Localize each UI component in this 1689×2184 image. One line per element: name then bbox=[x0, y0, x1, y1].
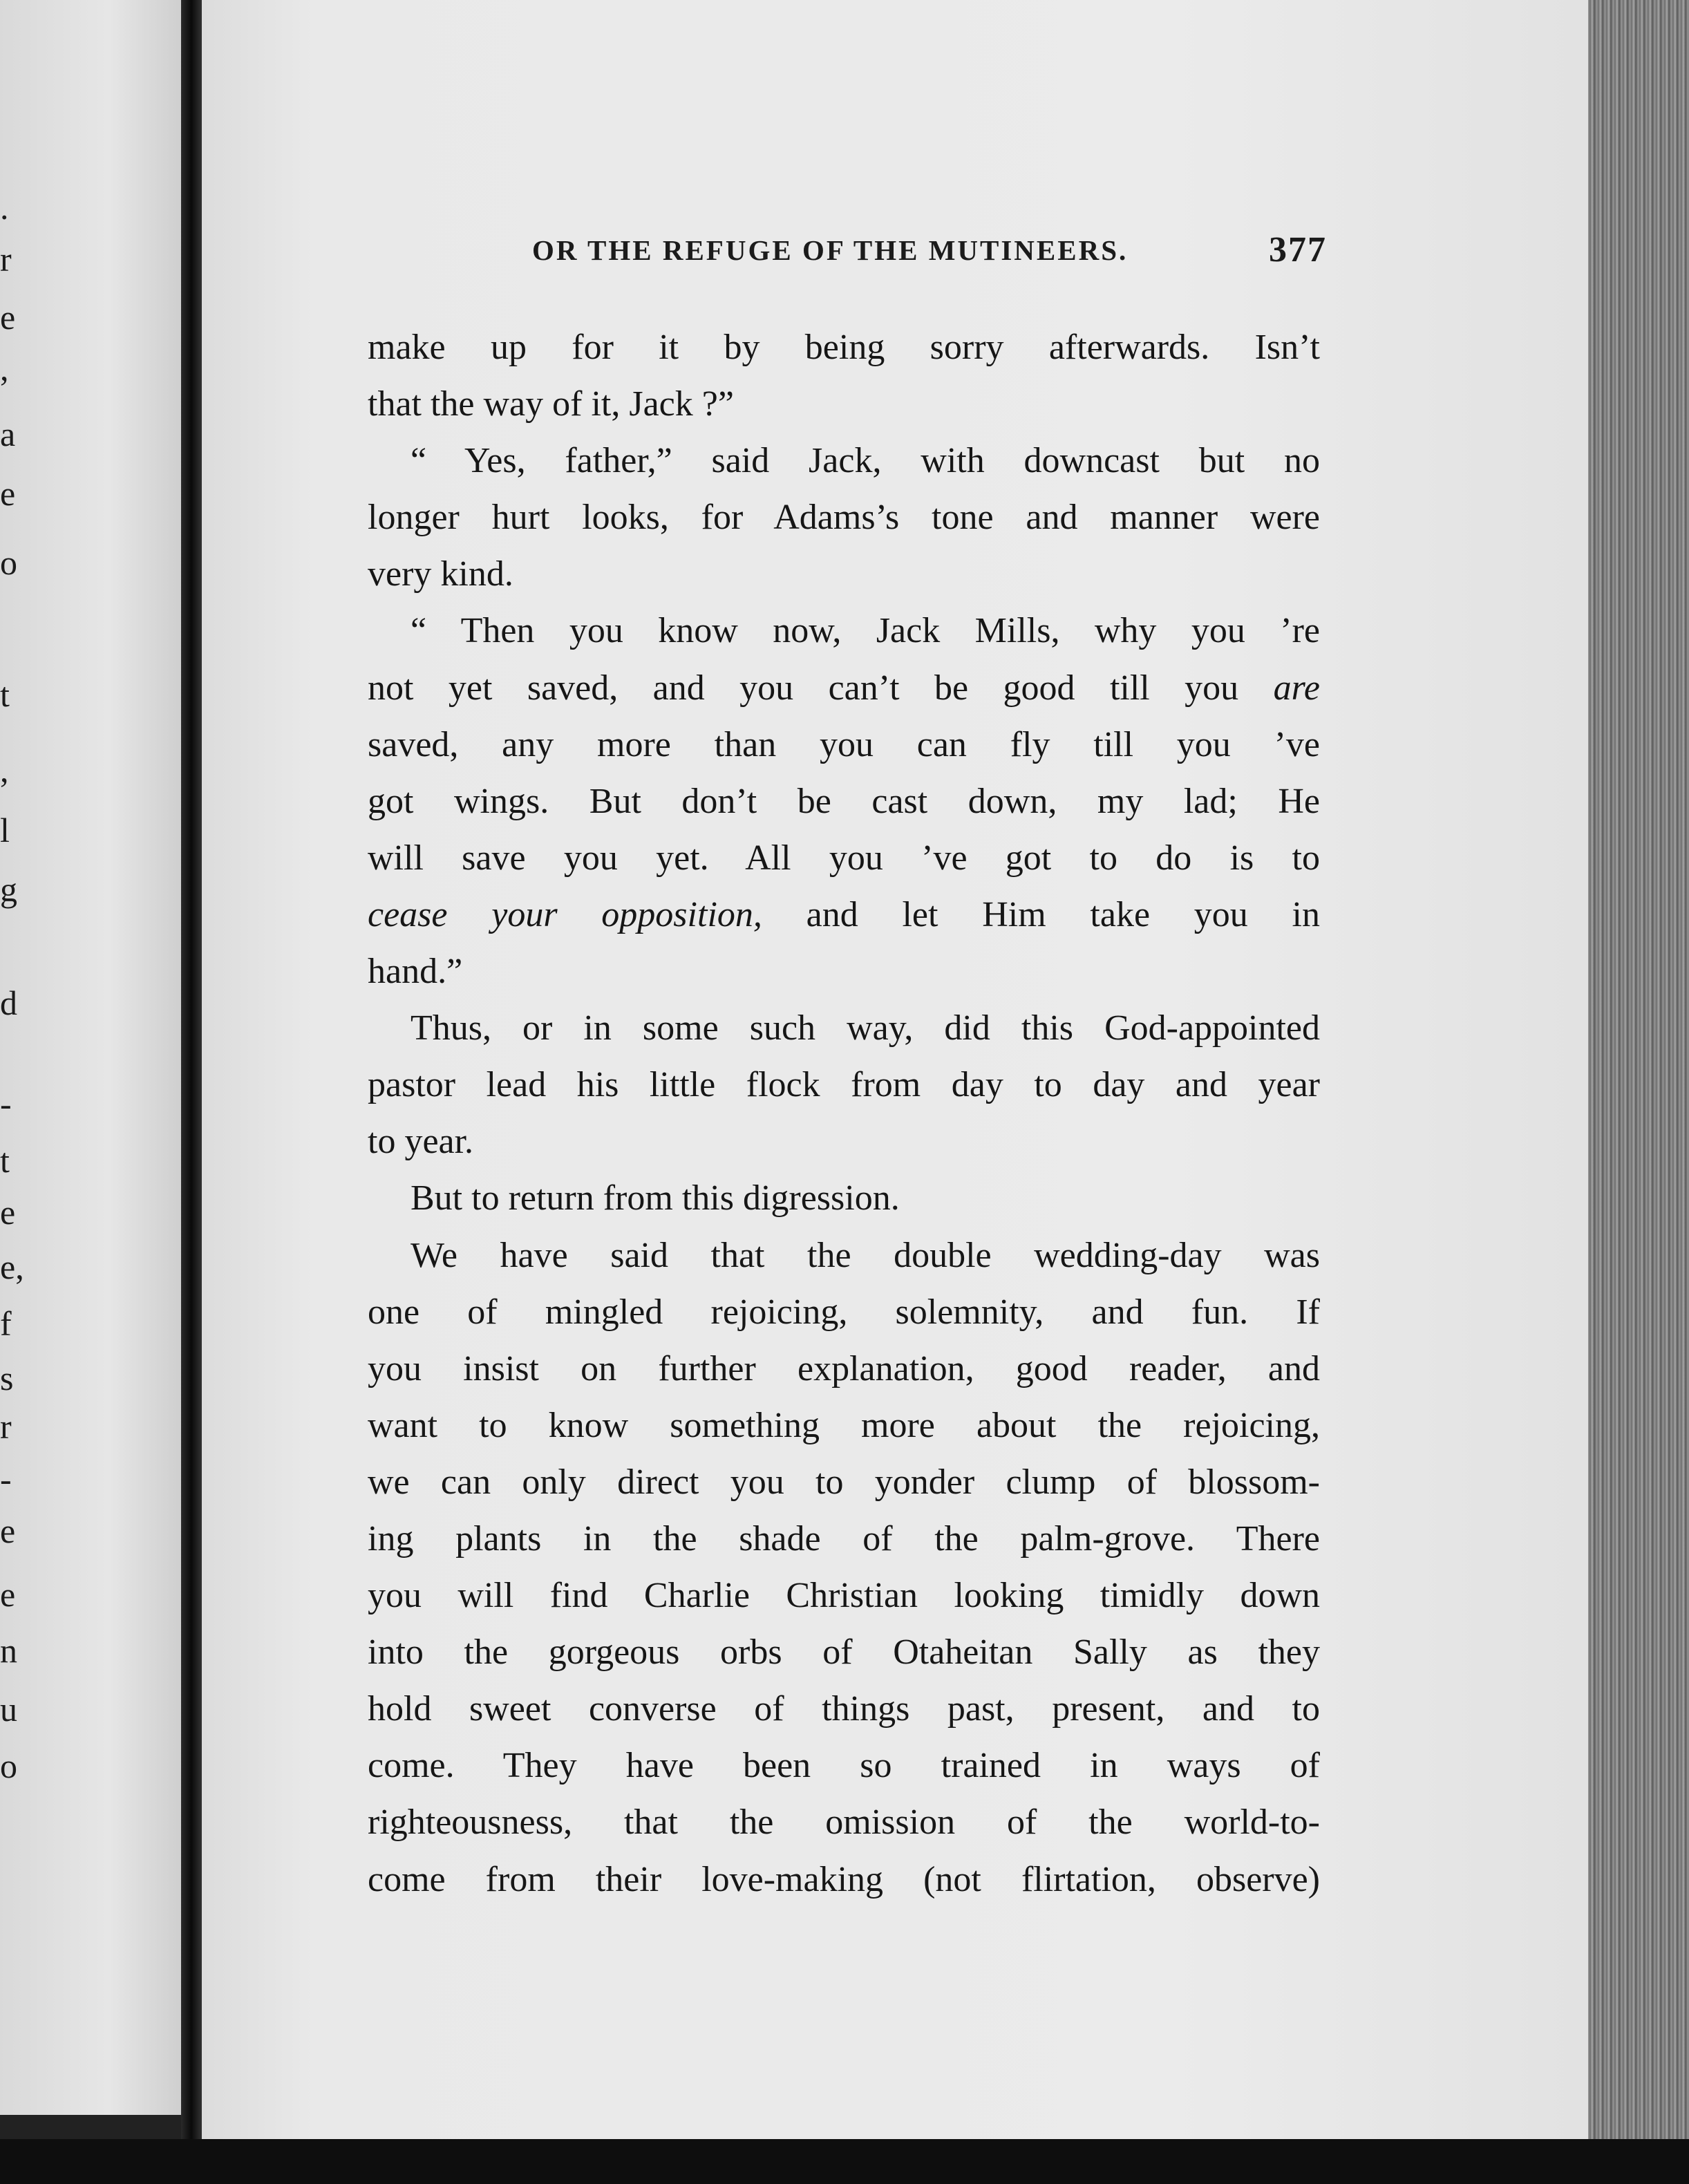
text-line bbox=[368, 1794, 1320, 1851]
text-line bbox=[368, 717, 1320, 773]
text-line bbox=[368, 1057, 1320, 1113]
text-line bbox=[368, 943, 1320, 1000]
facing-page-char: l bbox=[0, 810, 10, 849]
running-head bbox=[525, 230, 1327, 275]
text-line bbox=[368, 1624, 1320, 1681]
book-gutter bbox=[181, 0, 202, 2149]
facing-page-char: u bbox=[0, 1689, 17, 1729]
facing-page-char: - bbox=[0, 1084, 12, 1124]
text-segment: into the gorgeous orbs of Otaheitan Sally as they bbox=[368, 1632, 1320, 1673]
text-segment: and let Him take you in bbox=[762, 894, 1320, 934]
facing-page-char: e bbox=[0, 1511, 16, 1550]
text-segment: you will find Charlie Christian looking timidly down bbox=[368, 1576, 1320, 1616]
text-line bbox=[368, 1170, 1320, 1227]
text-line bbox=[368, 887, 1320, 943]
text-segment: ing plants in the shade of the palm-grove. There bbox=[368, 1518, 1320, 1559]
text-line bbox=[368, 773, 1320, 830]
facing-page-char: e, bbox=[0, 1247, 24, 1286]
page-number: 377 bbox=[1269, 230, 1327, 270]
body-text bbox=[368, 319, 1320, 1908]
text-segment: “ Then you know now, Jack Mills, why you ’re bbox=[411, 611, 1320, 651]
facing-page-char: e bbox=[0, 474, 16, 514]
facing-page-char: t bbox=[0, 1141, 10, 1180]
text-segment: want to know something more about the rejoicing, bbox=[368, 1405, 1320, 1445]
facing-page-char: e bbox=[0, 298, 16, 337]
facing-page-char: t bbox=[0, 675, 10, 714]
text-line bbox=[368, 1397, 1320, 1454]
facing-page bbox=[0, 0, 181, 2115]
text-segment: one of mingled rejoicing, solemnity, and fun. If bbox=[368, 1292, 1320, 1332]
facing-page-char: e bbox=[0, 1574, 16, 1614]
facing-page-char: d bbox=[0, 983, 17, 1022]
facing-page-char: f bbox=[0, 1303, 12, 1343]
facing-page-char: e bbox=[0, 1192, 16, 1232]
facing-page-edge-text bbox=[0, 0, 28, 2115]
text-segment: come. They have been so trained in ways of bbox=[368, 1746, 1320, 1786]
text-line bbox=[368, 1511, 1320, 1568]
text-segment: very kind. bbox=[368, 554, 513, 594]
text-segment: We have said that the double wedding-day was bbox=[411, 1235, 1320, 1275]
text-segment: pastor lead his little flock from day to day and year bbox=[368, 1065, 1320, 1105]
facing-page-char: r bbox=[0, 1406, 12, 1446]
facing-page-char: , bbox=[0, 750, 9, 789]
running-head-title: OR THE REFUGE OF THE MUTINEERS. bbox=[532, 234, 1129, 266]
text-line bbox=[368, 1738, 1320, 1794]
text-segment: longer hurt looks, for Adams’s tone and manner were bbox=[368, 498, 1320, 538]
text-line bbox=[368, 1227, 1320, 1284]
text-segment: will save you yet. All you ’ve got to do is to bbox=[368, 838, 1320, 878]
text-line bbox=[368, 1113, 1320, 1170]
facing-page-char: g bbox=[0, 870, 17, 910]
bottom-shadow bbox=[0, 2139, 1689, 2184]
text-line bbox=[368, 603, 1320, 659]
text-segment: hold sweet converse of things past, present, and to bbox=[368, 1689, 1320, 1729]
text-line bbox=[368, 1852, 1320, 1908]
facing-page-char: n bbox=[0, 1631, 17, 1670]
text-segment: But to return from this digression. bbox=[411, 1178, 900, 1218]
text-line bbox=[368, 376, 1320, 433]
text-line bbox=[368, 1681, 1320, 1738]
text-segment: hand.” bbox=[368, 952, 463, 992]
text-segment: not yet saved, and you can’t be good till you bbox=[368, 668, 1274, 708]
text-segment: to year. bbox=[368, 1122, 474, 1162]
text-line bbox=[368, 1284, 1320, 1341]
text-segment: got wings. But don’t be cast down, my lad; He bbox=[368, 781, 1320, 821]
facing-page-char: r bbox=[0, 239, 12, 279]
text-line bbox=[368, 660, 1320, 717]
text-line bbox=[368, 1341, 1320, 1397]
facing-page-char: s bbox=[0, 1359, 14, 1398]
text-segment: we can only direct you to yonder clump of blossom- bbox=[368, 1462, 1320, 1502]
text-line bbox=[368, 319, 1320, 376]
facing-page-char: o bbox=[0, 1746, 17, 1785]
text-segment: “ Yes, father,” said Jack, with downcast but no bbox=[411, 441, 1320, 481]
text-line bbox=[368, 1000, 1320, 1057]
text-segment: that the way of it, Jack ?” bbox=[368, 384, 734, 424]
text-line bbox=[368, 546, 1320, 603]
text-line bbox=[368, 830, 1320, 887]
text-segment: you insist on further explanation, good reader, and bbox=[368, 1348, 1320, 1388]
text-line bbox=[368, 433, 1320, 489]
text-segment: Thus, or in some such way, did this God-appointed bbox=[411, 1008, 1320, 1048]
facing-page-char: a bbox=[0, 414, 16, 453]
facing-page-char: , bbox=[0, 349, 9, 388]
text-line bbox=[368, 489, 1320, 546]
facing-page-char: o bbox=[0, 543, 17, 582]
text-line bbox=[368, 1454, 1320, 1511]
italic-text: are bbox=[1273, 668, 1320, 708]
facing-page-char: - bbox=[0, 1460, 12, 1499]
page-edges bbox=[1588, 0, 1689, 2163]
facing-page-char: . bbox=[0, 188, 9, 227]
text-segment: make up for it by being sorry afterwards. Isn’t bbox=[368, 328, 1320, 367]
text-segment: come from their love-making (not flirtation, observe) bbox=[368, 1859, 1320, 1899]
italic-text: cease your opposition, bbox=[368, 894, 762, 934]
text-segment: righteousness, that the omission of the world-to- bbox=[368, 1802, 1320, 1843]
text-segment: saved, any more than you can fly till you ’ve bbox=[368, 724, 1320, 764]
text-line bbox=[368, 1568, 1320, 1624]
